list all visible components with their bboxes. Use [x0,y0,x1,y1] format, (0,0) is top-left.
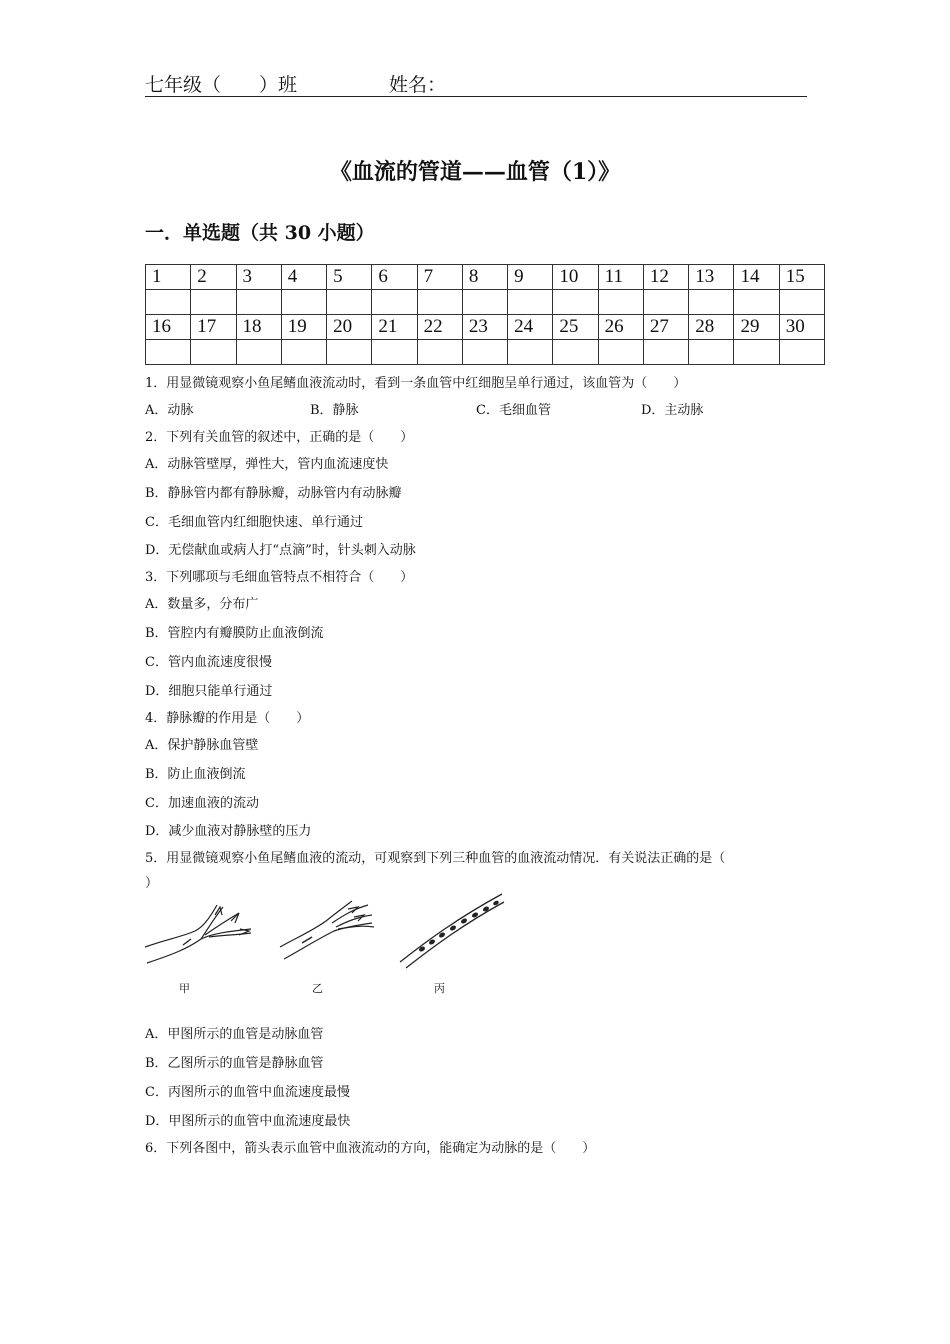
answer-number-cell: 14 [734,265,779,290]
question-stem: 3．下列哪项与毛细血管特点不相符合（ ） [145,570,414,585]
answer-number-cell: 19 [281,315,326,340]
answer-number-cell: 4 [281,265,326,290]
answer-number-cell: 27 [643,315,688,340]
answer-table-blank-row [146,290,825,315]
answer-blank-cell[interactable] [191,340,236,365]
answer-blank-cell[interactable] [417,340,462,365]
answer-blank-cell[interactable] [508,290,553,315]
section-heading: 一．单选题（共 30 小题） [145,222,375,244]
answer-number-cell: 23 [462,315,507,340]
answer-number-cell: 5 [327,265,372,290]
option-b[interactable]: B．防止血液倒流 [145,767,246,782]
answer-number-cell: 12 [643,265,688,290]
answer-number-cell: 15 [779,265,824,290]
option-c[interactable]: C．毛细血管内红细胞快速、单行通过 [145,515,363,530]
answer-blank-cell[interactable] [734,290,779,315]
answer-blank-cell[interactable] [508,340,553,365]
answer-table-number-row [146,315,825,340]
answer-number-cell: 21 [372,315,417,340]
question-stem: 5．用显微镜观察小鱼尾鳍血液的流动，可观察到下列三种血管的血液流动情况．有关说法正确的是（ [145,851,726,866]
answer-blank-cell[interactable] [236,340,281,365]
answer-blank-cell[interactable] [327,340,372,365]
question-stem-continuation: ） [145,876,159,891]
answer-blank-cell[interactable] [146,340,191,365]
answer-blank-cell[interactable] [327,290,372,315]
answer-blank-cell[interactable] [462,290,507,315]
answer-blank-cell[interactable] [779,290,824,315]
answer-blank-cell[interactable] [553,340,598,365]
answer-number-cell: 29 [734,315,779,340]
question-stem: 6．下列各图中，箭头表示血管中血液流动的方向，能确定为动脉的是（ ） [145,1141,596,1156]
answer-table-number-row [146,265,825,290]
answer-blank-cell[interactable] [281,290,326,315]
option-d[interactable]: D．主动脉 [641,403,704,418]
answer-blank-cell[interactable] [643,290,688,315]
option-c[interactable]: C．丙图所示的血管中血流速度最慢 [145,1085,350,1100]
option-a[interactable]: A．保护静脉血管壁 [145,738,259,753]
blood-vessel-figure-bing [398,890,506,970]
page-title: 《血流的管道——血管（1）》 [329,159,621,185]
answer-blank-cell[interactable] [462,340,507,365]
option-a[interactable]: A．数量多，分布广 [145,597,259,612]
answer-number-cell: 13 [689,265,734,290]
answer-blank-cell[interactable] [598,290,643,315]
name-label: 姓名： [389,74,447,96]
grade-class-label: 七年级（ ）班 [145,74,298,96]
answer-number-cell: 18 [236,315,281,340]
option-a[interactable]: A．甲图所示的血管是动脉血管 [145,1027,324,1042]
answer-number-cell: 25 [553,315,598,340]
answer-number-cell: 3 [236,265,281,290]
answer-blank-cell[interactable] [281,340,326,365]
answer-number-cell: 11 [598,265,643,290]
option-d[interactable]: D．减少血液对静脉壁的压力 [145,824,312,839]
option-c[interactable]: C．毛细血管 [476,403,551,418]
answer-number-cell: 10 [553,265,598,290]
answer-table-blank-row [146,340,825,365]
answer-blank-cell[interactable] [236,290,281,315]
answer-blank-cell[interactable] [598,340,643,365]
answer-number-cell: 20 [327,315,372,340]
option-b[interactable]: B．静脉管内都有静脉瓣，动脉管内有动脉瓣 [145,486,402,501]
answer-number-cell: 16 [146,315,191,340]
answer-blank-cell[interactable] [417,290,462,315]
answer-number-cell: 22 [417,315,462,340]
option-a[interactable]: A．动脉 [145,403,194,418]
option-d[interactable]: D．细胞只能单行通过 [145,684,273,699]
answer-number-cell: 7 [417,265,462,290]
answer-blank-cell[interactable] [734,340,779,365]
answer-number-cell: 24 [508,315,553,340]
answer-number-cell: 28 [689,315,734,340]
figure-label-jia: 甲 [179,982,190,995]
answer-blank-cell[interactable] [643,340,688,365]
figure-label-bing: 丙 [434,982,445,995]
blood-vessel-figure-jia [143,893,258,965]
answer-number-cell: 8 [462,265,507,290]
option-c[interactable]: C．加速血液的流动 [145,796,259,811]
answer-blank-cell[interactable] [779,340,824,365]
answer-blank-cell[interactable] [689,290,734,315]
answer-blank-cell[interactable] [146,290,191,315]
figure-label-yi: 乙 [312,982,323,995]
answer-number-cell: 2 [191,265,236,290]
option-a[interactable]: A．动脉管壁厚，弹性大，管内血流速度快 [145,457,389,472]
question-stem: 1．用显微镜观察小鱼尾鳍血液流动时，看到一条血管中红细胞呈单行通过，该血管为（ ） [145,376,687,391]
answer-number-cell: 9 [508,265,553,290]
option-d[interactable]: D．无偿献血或病人打“点滴”时，针头刺入动脉 [145,543,416,558]
option-d[interactable]: D．甲图所示的血管中血流速度最快 [145,1114,351,1129]
answer-number-cell: 30 [779,315,824,340]
option-b[interactable]: B．乙图所示的血管是静脉血管 [145,1056,324,1071]
answer-number-cell: 1 [146,265,191,290]
option-b[interactable]: B．管腔内有瓣膜防止血液倒流 [145,626,324,641]
answer-blank-cell[interactable] [689,340,734,365]
answer-blank-cell[interactable] [553,290,598,315]
answer-blank-cell[interactable] [372,290,417,315]
blood-vessel-figure-yi [278,893,378,961]
answer-number-cell: 17 [191,315,236,340]
student-info-header [145,70,807,97]
question-stem: 2．下列有关血管的叙述中，正确的是（ ） [145,430,414,445]
answer-number-cell: 26 [598,315,643,340]
answer-number-cell: 6 [372,265,417,290]
option-b[interactable]: B．静脉 [310,403,359,418]
option-c[interactable]: C．管内血流速度很慢 [145,655,272,670]
answer-blank-cell[interactable] [191,290,236,315]
answer-blank-cell[interactable] [372,340,417,365]
answer-table [145,264,825,365]
question-stem: 4．静脉瓣的作用是（ ） [145,711,310,726]
